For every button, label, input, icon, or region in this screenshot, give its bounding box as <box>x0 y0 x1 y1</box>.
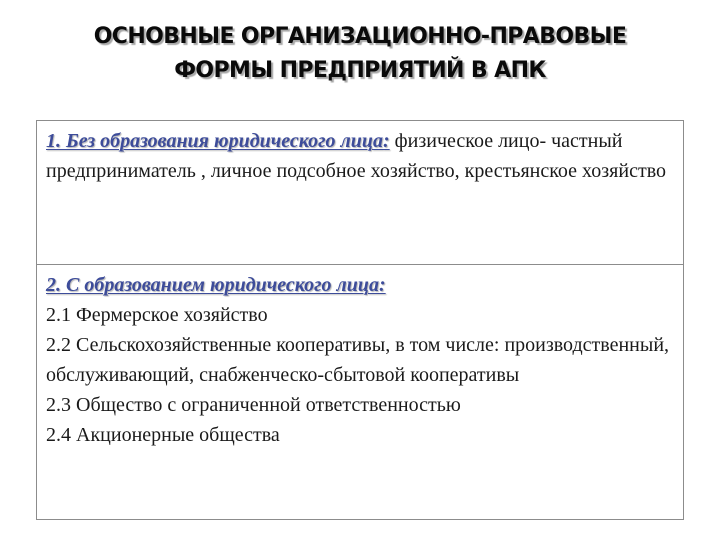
section-1-heading-colon: : <box>383 130 390 152</box>
list-item: 2.2 Сельскохозяйственные кооперативы, в том числе: производственный, обслуживающий, снабженческо-сбытовой кооперативы <box>46 334 670 386</box>
list-item: 2.1 Фермерское хозяйство <box>46 304 268 326</box>
table-cell-with-legal-entity <box>37 265 683 519</box>
section-1-heading: 1. Без образования юридического лица <box>46 130 383 152</box>
slide-title-line-1: ОСНОВНЫЕ ОРГАНИЗАЦИОННО-ПРАВОВЫЕ <box>93 24 627 49</box>
forms-table <box>36 120 684 520</box>
list-item: 2.3 Общество с ограниченной ответственностью <box>46 394 461 416</box>
section-1-text: физическое лицо- частный предприниматель , личное подсобное хозяйство, крестьянское хозяйство <box>46 130 667 182</box>
section-2-heading: 2. С образованием юридического лица: <box>46 274 386 296</box>
table-cell-without-legal-entity <box>37 121 683 265</box>
slide-title <box>20 20 700 88</box>
list-item: 2.4 Акционерные общества <box>46 424 280 446</box>
slide-title-line-2: ФОРМЫ ПРЕДПРИЯТИЙ В АПК <box>174 58 546 83</box>
